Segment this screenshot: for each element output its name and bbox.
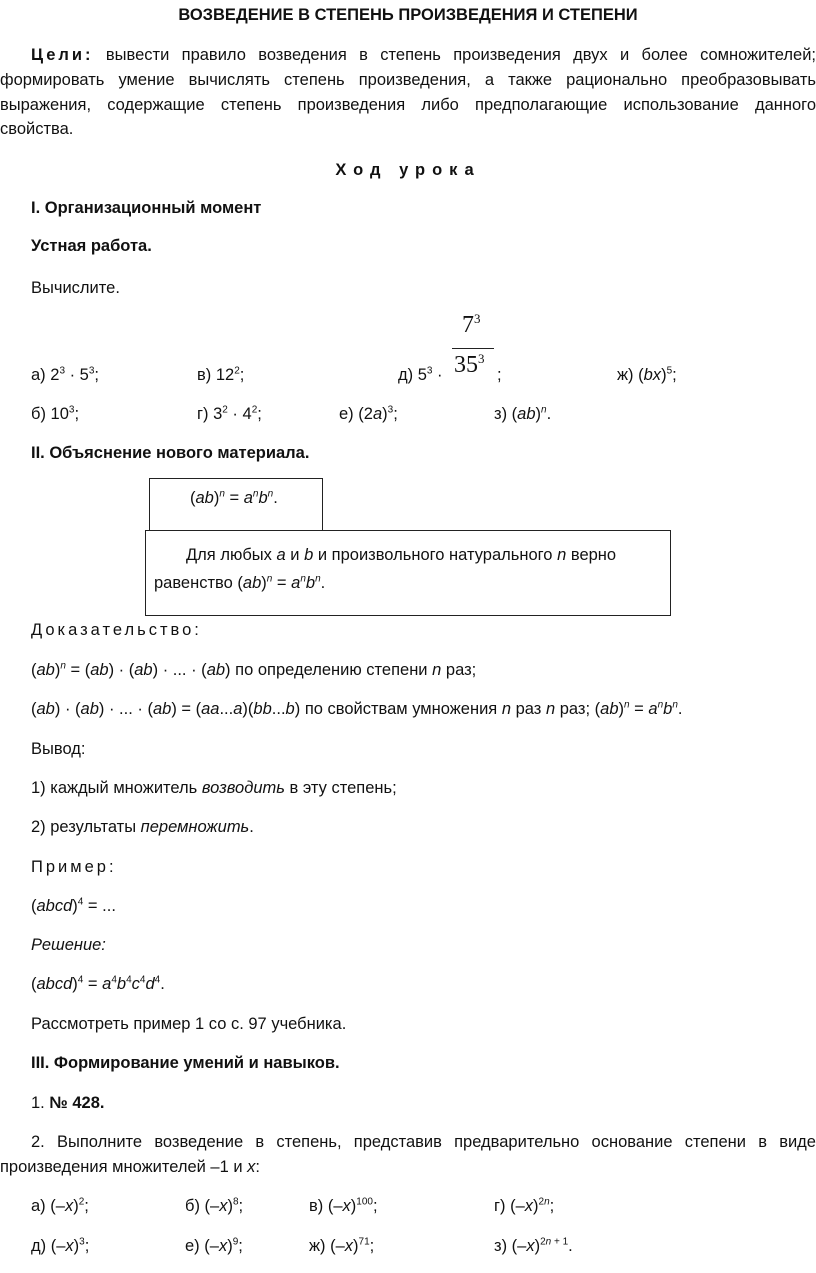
formula-text: $(ab)^n = a^nb^n$. <box>190 488 278 507</box>
exercise-d: д) $5^3$ · <box>398 365 443 384</box>
textbook-reference: Рассмотреть пример 1 со с. 97 учебника. <box>31 1015 347 1033</box>
theorem-line-1: Для любых a и b и произвольного натурального n верно <box>186 546 617 564</box>
task-2-line-2: произведения множителей –1 и x: <box>0 1158 261 1176</box>
task-2-v: в) $(-x)^{100}$; <box>309 1196 378 1215</box>
goals-line-3: выражения, содержащие степень произведения либо предполагающие использование данного <box>0 96 816 114</box>
theorem-line-2: равенство $(ab)^n = a^nb^n$. <box>154 573 326 592</box>
rule-2: 2) результаты перемножить. <box>31 818 254 836</box>
theorem-box <box>145 530 671 616</box>
task-2-z: з) $(-x)^{2n + 1}$. <box>494 1236 573 1255</box>
example-label: Пример: <box>31 858 117 876</box>
proof-line-1: (ab)$^n$ = (ab) · (ab) · ... · (ab) по определению степени n раз; <box>31 660 477 679</box>
exercise-d-end: ; <box>497 366 502 384</box>
conclusion-label: Вывод: <box>31 740 86 758</box>
fraction <box>452 312 496 382</box>
fraction-numerator: $7^3$ <box>462 311 481 338</box>
section-2-title: II. Объяснение нового материала. <box>31 444 310 462</box>
exercise-b: б) $10^3$; <box>31 404 80 423</box>
task-1: 1. № 428. <box>31 1094 105 1112</box>
formula-box <box>149 478 323 538</box>
fraction-denominator: $35^3$ <box>454 351 485 378</box>
exercise-e: е) $(2a)^3$; <box>339 404 398 423</box>
section-3-title: III. Формирование умений и навыков. <box>31 1054 340 1072</box>
task-2-b: б) $(-x)^8$; <box>185 1196 244 1215</box>
goals-line-1 <box>0 45 816 65</box>
task-2-g: г) $(-x)^{2n}$; <box>494 1196 555 1215</box>
goals-line-4: свойства. <box>0 120 74 138</box>
proof-label: Доказательство: <box>31 621 202 639</box>
exercise-z: з) (ab)$^n$. <box>494 404 552 423</box>
goals-line-2: формировать умение вычислять степень произведения, а также рационально преобразовывать <box>0 71 816 89</box>
goals-label: Цели: <box>31 46 94 64</box>
page-title: ВОЗВЕДЕНИЕ В СТЕПЕНЬ ПРОИЗВЕДЕНИЯ И СТЕПЕНИ <box>178 6 638 24</box>
oral-work-heading: Устная работа. <box>31 237 152 255</box>
rule-1: 1) каждый множитель возводить в эту степень; <box>31 779 397 797</box>
fraction-bar <box>452 348 494 349</box>
compute-instruction: Вычислите. <box>31 279 120 297</box>
exercise-a: а) $2^3 \cdot 5^3$; <box>31 365 99 384</box>
exercise-v: в) $12^2$; <box>197 365 245 384</box>
solution-expression: (abcd)$^4$ = $a^4b^4c^4d^4$. <box>31 974 165 993</box>
task-2-d: д) $(-x)^3$; <box>31 1236 90 1255</box>
task-2-e: е) $(-x)^9$; <box>185 1236 243 1255</box>
exercise-g: г) $3^2 \cdot 4^2$; <box>197 404 262 423</box>
exercise-zh: ж) (bx)$^5$; <box>617 365 677 384</box>
task-2-zh: ж) $(-x)^{71}$; <box>309 1236 375 1255</box>
section-1-title: I. Организационный момент <box>31 199 262 217</box>
solution-label: Решение: <box>31 936 106 954</box>
proof-line-2: (ab) · (ab) · ... · (ab) = (aa...a)(bb...b) по свойствам умножения n раз n раз; $(ab)^n = a^nb^n$. <box>31 699 683 718</box>
task-2-line-1: 2. Выполните возведение в степень, представив предварительно основание степени в виде <box>31 1133 816 1151</box>
task-2-a: а) $(-x)^2$; <box>31 1196 89 1215</box>
lesson-heading: Ход урока <box>335 161 481 179</box>
goals-text-1: вывести правило возведения в степень произведения двух и более сомножителей; <box>105 46 816 64</box>
example-expression: (abcd)$^4$ = ... <box>31 896 116 915</box>
